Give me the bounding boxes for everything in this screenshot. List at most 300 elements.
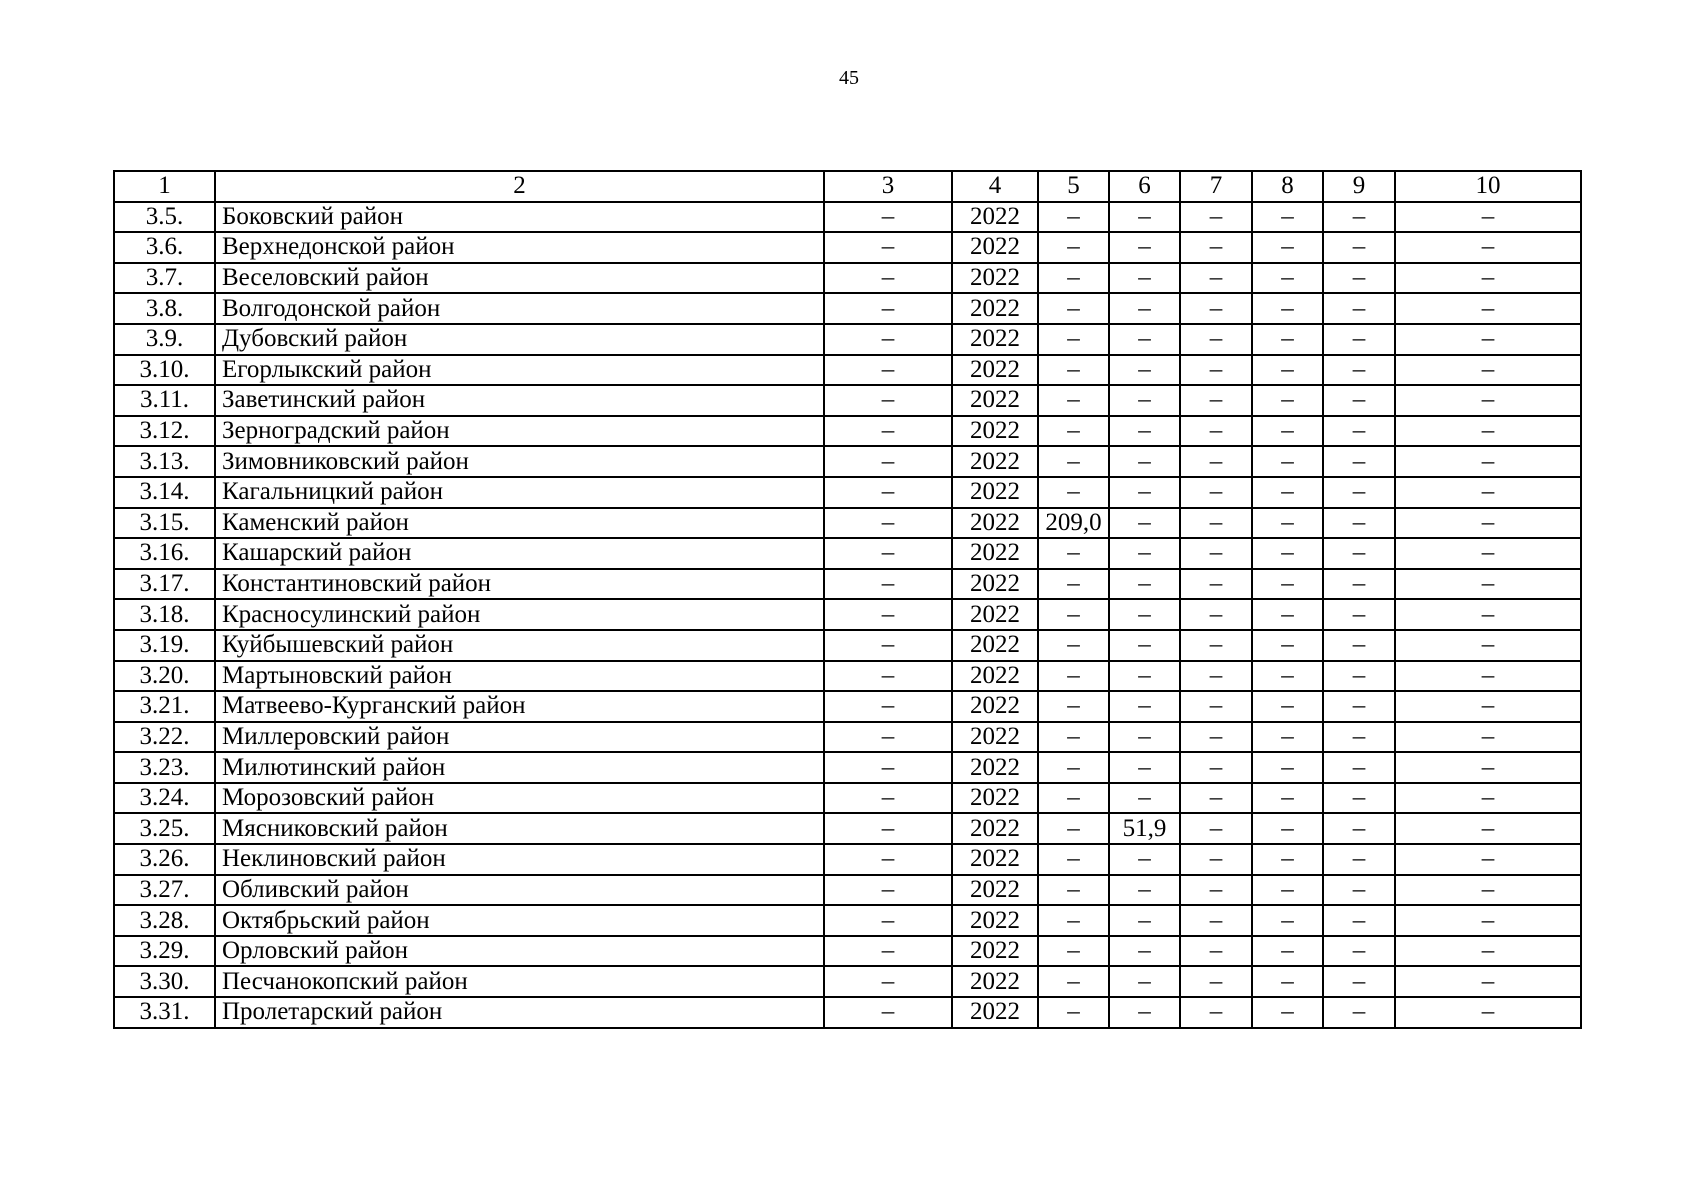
value-cell: 2022 [952,446,1038,477]
district-name-cell: Обливский район [215,875,824,906]
value-cell: – [1395,355,1581,386]
value-cell: 2022 [952,875,1038,906]
value-cell: 2022 [952,569,1038,600]
value-cell: – [1252,997,1323,1028]
value-cell: – [824,202,952,233]
value-cell: 2022 [952,477,1038,508]
value-cell: – [1323,691,1395,722]
value-cell: – [1109,477,1180,508]
value-cell: – [1252,875,1323,906]
value-cell: – [1395,966,1581,997]
value-cell: – [1109,355,1180,386]
value-cell: – [1323,416,1395,447]
column-number-cell: 9 [1323,171,1395,202]
value-cell: – [1180,722,1252,753]
value-cell: – [1038,293,1109,324]
column-number-cell: 1 [114,171,215,202]
value-cell: 2022 [952,661,1038,692]
value-cell: – [824,813,952,844]
value-cell: 2022 [952,599,1038,630]
row-number-cell: 3.19. [114,630,215,661]
table-row [114,844,1581,875]
value-cell: 2022 [952,722,1038,753]
district-name-cell: Красносулинский район [215,599,824,630]
value-cell: – [1323,844,1395,875]
column-number-cell: 7 [1180,171,1252,202]
value-cell: – [1395,202,1581,233]
row-number-cell: 3.29. [114,936,215,967]
column-number-cell: 6 [1109,171,1180,202]
value-cell: – [1395,385,1581,416]
district-name-cell: Зимовниковский район [215,446,824,477]
value-cell: – [824,355,952,386]
value-cell: 2022 [952,263,1038,294]
value-cell: – [1395,875,1581,906]
table-row [114,752,1581,783]
value-cell: 2022 [952,936,1038,967]
value-cell: – [824,446,952,477]
value-cell: – [1038,752,1109,783]
value-cell: – [824,263,952,294]
value-cell: 2022 [952,752,1038,783]
value-cell: – [1252,202,1323,233]
value-cell: – [1180,630,1252,661]
value-cell: – [1180,538,1252,569]
value-cell: – [1395,232,1581,263]
table-row [114,508,1581,539]
row-number-cell: 3.28. [114,905,215,936]
value-cell: 2022 [952,385,1038,416]
value-cell: 2022 [952,232,1038,263]
value-cell: – [1038,232,1109,263]
value-cell: – [1323,630,1395,661]
value-cell: 2022 [952,966,1038,997]
value-cell: – [1395,446,1581,477]
row-number-cell: 3.25. [114,813,215,844]
value-cell: – [1038,446,1109,477]
table-row [114,385,1581,416]
value-cell: – [1323,446,1395,477]
value-cell: – [1323,661,1395,692]
row-number-cell: 3.21. [114,691,215,722]
value-cell: – [1395,691,1581,722]
row-number-cell: 3.17. [114,569,215,600]
district-name-cell: Матвеево-Курганский район [215,691,824,722]
value-cell: – [1109,691,1180,722]
value-cell: – [1252,661,1323,692]
value-cell: – [1109,599,1180,630]
value-cell: – [1109,293,1180,324]
value-cell: 2022 [952,813,1038,844]
value-cell: – [824,722,952,753]
value-cell: – [1395,324,1581,355]
value-cell: – [1109,446,1180,477]
district-name-cell: Орловский район [215,936,824,967]
value-cell: 2022 [952,783,1038,814]
value-cell: – [824,508,952,539]
district-name-cell: Морозовский район [215,783,824,814]
value-cell: – [1323,263,1395,294]
value-cell: – [1252,630,1323,661]
value-cell: – [1395,783,1581,814]
value-cell: – [1109,538,1180,569]
table-row [114,599,1581,630]
row-number-cell: 3.5. [114,202,215,233]
row-number-cell: 3.11. [114,385,215,416]
value-cell: – [1252,691,1323,722]
value-cell: – [1395,599,1581,630]
value-cell: – [1180,263,1252,294]
value-cell: – [1038,569,1109,600]
value-cell: – [1252,324,1323,355]
value-cell: – [1038,477,1109,508]
value-cell: – [1038,936,1109,967]
district-name-cell: Егорлыкский район [215,355,824,386]
value-cell: – [1323,936,1395,967]
value-cell: – [1323,232,1395,263]
value-cell: – [824,936,952,967]
value-cell: – [1323,324,1395,355]
value-cell: – [1323,599,1395,630]
value-cell: – [1252,599,1323,630]
value-cell: – [824,630,952,661]
value-cell: – [1323,202,1395,233]
row-number-cell: 3.8. [114,293,215,324]
value-cell: – [824,752,952,783]
value-cell: – [1395,661,1581,692]
value-cell: – [1252,416,1323,447]
value-cell: – [1180,752,1252,783]
value-cell: – [824,385,952,416]
value-cell: – [1323,355,1395,386]
value-cell: – [1252,936,1323,967]
district-name-cell: Октябрьский район [215,905,824,936]
value-cell: – [1038,630,1109,661]
column-number-cell: 10 [1395,171,1581,202]
value-cell: – [1180,293,1252,324]
value-cell: – [1109,202,1180,233]
value-cell: – [1252,813,1323,844]
value-cell: – [1395,416,1581,447]
value-cell: – [1252,722,1323,753]
value-cell: – [1180,875,1252,906]
value-cell: – [1252,385,1323,416]
value-cell: – [824,661,952,692]
table-row [114,966,1581,997]
value-cell: – [1395,905,1581,936]
value-cell: – [824,966,952,997]
value-cell: – [1323,752,1395,783]
value-cell: – [1323,966,1395,997]
value-cell: – [1323,569,1395,600]
district-name-cell: Милютинский район [215,752,824,783]
table-row [114,355,1581,386]
table-row [114,997,1581,1028]
value-cell: 2022 [952,324,1038,355]
row-number-cell: 3.6. [114,232,215,263]
value-cell: – [1109,324,1180,355]
value-cell: – [1109,661,1180,692]
district-name-cell: Мартыновский район [215,661,824,692]
value-cell: – [1038,966,1109,997]
table-row [114,477,1581,508]
value-cell: 2022 [952,630,1038,661]
row-number-cell: 3.30. [114,966,215,997]
value-cell: – [1038,202,1109,233]
value-cell: – [1109,997,1180,1028]
value-cell: – [1180,508,1252,539]
value-cell: – [1038,783,1109,814]
value-cell: – [1323,813,1395,844]
table-row [114,569,1581,600]
value-cell: – [1038,905,1109,936]
value-cell: – [824,599,952,630]
row-number-cell: 3.31. [114,997,215,1028]
value-cell: – [824,232,952,263]
value-cell: – [1038,722,1109,753]
value-cell: – [1109,416,1180,447]
value-cell: – [1395,844,1581,875]
value-cell: – [1323,477,1395,508]
district-name-cell: Миллеровский район [215,722,824,753]
value-cell: – [1395,477,1581,508]
value-cell: – [1109,783,1180,814]
district-name-cell: Константиновский район [215,569,824,600]
value-cell: – [824,538,952,569]
value-cell: – [1180,997,1252,1028]
value-cell: – [824,844,952,875]
value-cell: – [1038,324,1109,355]
value-cell: – [1252,446,1323,477]
row-number-cell: 3.16. [114,538,215,569]
value-cell: – [1323,538,1395,569]
table-row [114,630,1581,661]
value-cell: 2022 [952,691,1038,722]
value-cell: – [1038,416,1109,447]
value-cell: 2022 [952,355,1038,386]
value-cell: – [1252,355,1323,386]
value-cell: 2022 [952,538,1038,569]
district-name-cell: Кашарский район [215,538,824,569]
row-number-cell: 3.9. [114,324,215,355]
value-cell: – [1038,661,1109,692]
table-row [114,813,1581,844]
table-row [114,263,1581,294]
value-cell: – [1252,477,1323,508]
value-cell: – [1180,416,1252,447]
district-name-cell: Мясниковский район [215,813,824,844]
value-cell: – [1180,905,1252,936]
row-number-cell: 3.10. [114,355,215,386]
district-name-cell: Волгодонской район [215,293,824,324]
value-cell: – [1038,538,1109,569]
district-name-cell: Верхнедонской район [215,232,824,263]
value-cell: – [1109,722,1180,753]
table-row [114,202,1581,233]
value-cell: – [1180,385,1252,416]
value-cell: – [1395,538,1581,569]
row-number-cell: 3.22. [114,722,215,753]
table-row [114,293,1581,324]
value-cell: – [1395,569,1581,600]
value-cell: – [824,875,952,906]
row-number-cell: 3.14. [114,477,215,508]
column-number-cell: 5 [1038,171,1109,202]
value-cell: – [1038,813,1109,844]
value-cell: – [1109,875,1180,906]
row-number-cell: 3.24. [114,783,215,814]
row-number-cell: 3.27. [114,875,215,906]
value-cell: – [1109,569,1180,600]
value-cell: – [1323,385,1395,416]
value-cell: – [1038,691,1109,722]
value-cell: – [1180,599,1252,630]
value-cell: – [1180,355,1252,386]
value-cell: – [1395,263,1581,294]
value-cell: – [1252,293,1323,324]
row-number-cell: 3.13. [114,446,215,477]
value-cell: – [1180,661,1252,692]
value-cell: – [1323,905,1395,936]
value-cell: – [1180,569,1252,600]
value-cell: – [1395,722,1581,753]
table-row [114,446,1581,477]
column-number-cell: 8 [1252,171,1323,202]
value-cell: – [824,293,952,324]
table-row [114,416,1581,447]
table-row [114,538,1581,569]
value-cell: – [1323,508,1395,539]
value-cell: – [1038,599,1109,630]
value-cell: – [824,324,952,355]
value-cell: – [1180,477,1252,508]
value-cell: – [1252,232,1323,263]
value-cell: – [1038,844,1109,875]
value-cell: – [1109,752,1180,783]
value-cell: – [1180,813,1252,844]
district-name-cell: Каменский район [215,508,824,539]
table-body [114,171,1581,1028]
value-cell: – [824,997,952,1028]
district-name-cell: Неклиновский район [215,844,824,875]
value-cell: – [1109,232,1180,263]
column-number-cell: 4 [952,171,1038,202]
value-cell: – [1252,966,1323,997]
district-name-cell: Пролетарский район [215,997,824,1028]
value-cell: – [1323,722,1395,753]
district-name-cell: Дубовский район [215,324,824,355]
value-cell: – [1252,783,1323,814]
page-number: 45 [839,67,859,89]
value-cell: – [1252,538,1323,569]
table-row [114,936,1581,967]
value-cell: – [824,416,952,447]
value-cell: – [1180,691,1252,722]
value-cell: – [1180,324,1252,355]
table-row [114,324,1581,355]
value-cell: – [1395,630,1581,661]
value-cell: – [1180,783,1252,814]
value-cell: – [1180,966,1252,997]
value-cell: – [1252,844,1323,875]
value-cell: – [1038,875,1109,906]
district-name-cell: Куйбышевский район [215,630,824,661]
value-cell: – [1395,752,1581,783]
column-number-cell: 2 [215,171,824,202]
column-number-row [114,171,1581,202]
table-row [114,875,1581,906]
value-cell: – [1323,875,1395,906]
value-cell: – [1109,385,1180,416]
value-cell: 2022 [952,905,1038,936]
value-cell: – [1323,783,1395,814]
table-row [114,691,1581,722]
value-cell: 2022 [952,997,1038,1028]
value-cell: – [1252,263,1323,294]
value-cell: – [824,569,952,600]
value-cell: 51,9 [1109,813,1180,844]
value-cell: – [1038,385,1109,416]
value-cell: – [824,905,952,936]
row-number-cell: 3.20. [114,661,215,692]
value-cell: – [1323,293,1395,324]
row-number-cell: 3.7. [114,263,215,294]
value-cell: – [1038,263,1109,294]
value-cell: – [1180,202,1252,233]
table-row [114,783,1581,814]
column-number-cell: 3 [824,171,952,202]
value-cell: 2022 [952,416,1038,447]
data-table [113,170,1582,1029]
value-cell: – [1395,997,1581,1028]
value-cell: – [1395,936,1581,967]
value-cell: – [1109,905,1180,936]
row-number-cell: 3.12. [114,416,215,447]
value-cell: – [1180,936,1252,967]
district-name-cell: Кагальницкий район [215,477,824,508]
value-cell: – [1180,844,1252,875]
district-name-cell: Боковский район [215,202,824,233]
value-cell: – [824,477,952,508]
value-cell: – [824,783,952,814]
district-name-cell: Песчанокопский район [215,966,824,997]
value-cell: – [1109,844,1180,875]
row-number-cell: 3.15. [114,508,215,539]
row-number-cell: 3.18. [114,599,215,630]
value-cell: 2022 [952,293,1038,324]
row-number-cell: 3.26. [114,844,215,875]
value-cell: – [1109,263,1180,294]
table-row [114,232,1581,263]
value-cell: 2022 [952,202,1038,233]
row-number-cell: 3.23. [114,752,215,783]
table-row [114,722,1581,753]
value-cell: 2022 [952,844,1038,875]
value-cell: – [1252,569,1323,600]
district-name-cell: Заветинский район [215,385,824,416]
table-row [114,905,1581,936]
value-cell: – [1252,905,1323,936]
value-cell: – [1252,508,1323,539]
value-cell: – [1109,936,1180,967]
value-cell: – [1038,997,1109,1028]
value-cell: – [1252,752,1323,783]
value-cell: – [1109,508,1180,539]
value-cell: 209,0 [1038,508,1109,539]
value-cell: – [1038,355,1109,386]
value-cell: – [824,691,952,722]
value-cell: 2022 [952,508,1038,539]
